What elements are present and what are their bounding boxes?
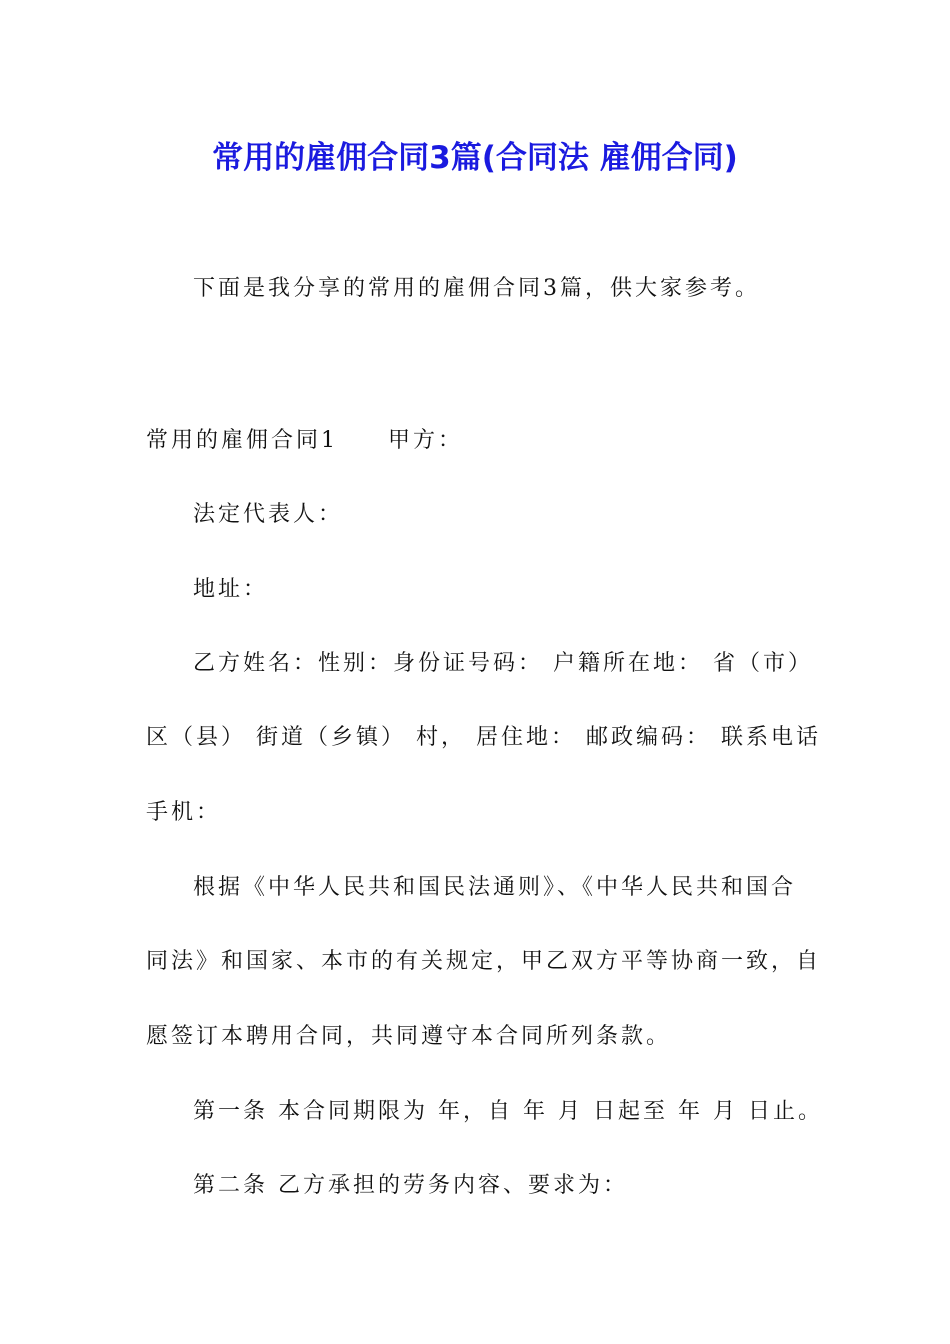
intro-paragraph: 下面是我分享的常用的雇佣合同3篇，供大家参考。 (193, 276, 760, 301)
article-2: 第二条 乙方承担的劳务内容、要求为： (193, 1173, 628, 1198)
basis-paragraph-line-2: 同法》和国家、本市的有关规定，甲乙双方平等协商一致，自 (146, 949, 822, 974)
basis-paragraph-line-3: 愿签订本聘用合同，共同遵守本合同所列条款。 (146, 1024, 672, 1049)
legal-representative-field: 法定代表人： (193, 502, 344, 527)
document-title: 常用的雇佣合同3篇(合同法 雇佣合同) (212, 140, 738, 176)
party-b-info-line-2: 区（县） 街道（乡镇） 村， 居住地： 邮政编码： 联系电话 (146, 725, 821, 750)
basis-paragraph-line-1: 根据《中华人民共和国民法通则》、《中华人民共和国合 (193, 875, 797, 900)
address-field: 地址： (193, 577, 269, 602)
party-b-info-line-1: 乙方姓名：性别：身份证号码： 户籍所在地： 省（市） (193, 651, 813, 676)
party-b-info-line-3: 手机： (146, 800, 222, 825)
contract-1-heading: 常用的雇佣合同1 甲方： (146, 428, 463, 453)
article-1: 第一条 本合同期限为 年，自 年 月 日起至 年 月 日止。 (193, 1099, 823, 1124)
